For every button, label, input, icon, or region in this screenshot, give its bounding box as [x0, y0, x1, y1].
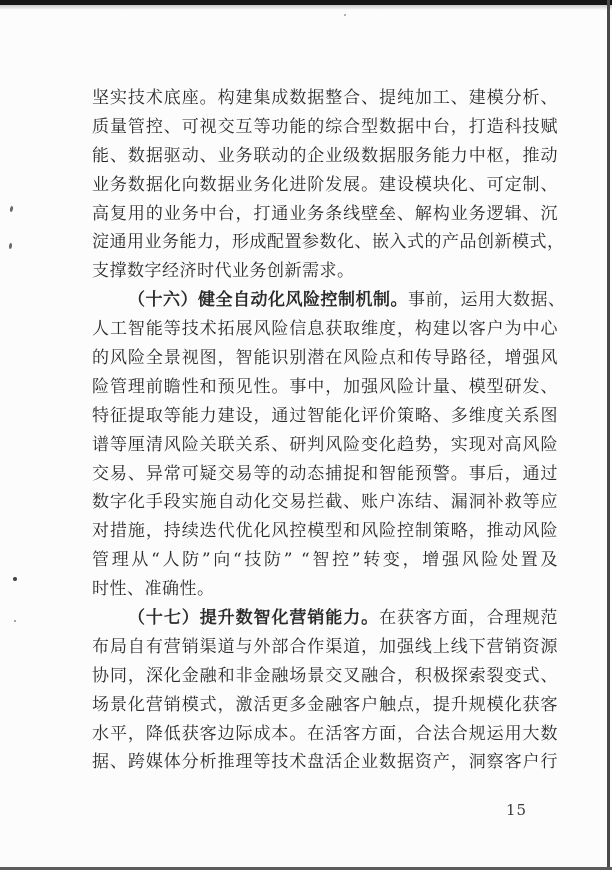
text-line: 险管理前瞻性和预见性。事中，加强风险计量、模型研发、 [92, 376, 558, 397]
text-line: 业务数据化向数据业务化进阶发展。建设模块化、可定制、 [92, 174, 558, 195]
scan-speck [14, 620, 16, 622]
paragraph [92, 286, 566, 604]
section-heading: （十六）健全自动化风险控制机制。 [128, 290, 408, 311]
text-line: 对措施，持续迭代优化风控模型和风险控制策略，推动风险 [92, 521, 558, 542]
scan-speck [9, 206, 13, 212]
text-line: 据、跨媒体分析推理等技术盘活企业数据资产，洞察客户行 [92, 752, 558, 773]
text-line: 时性、准确性。 [92, 579, 215, 600]
paragraph [92, 604, 558, 777]
text-line: 布局自有营销渠道与外部合作渠道，加强线上线下营销资源 [92, 636, 558, 657]
text-line: 支撑数字经济时代业务创新需求。 [92, 261, 355, 282]
text-line: 交易、异常可疑交易等的动态捕捉和智能预警。事后，通过 [92, 463, 558, 484]
text-line: 管理从“人防”向“技防” “智控”转变，增强风险处置及 [92, 550, 558, 571]
page-number: 15 [506, 801, 528, 819]
scan-edge-top [0, 0, 612, 5]
scan-speck [9, 243, 13, 249]
text-line: 淀通用业务能力，形成配置参数化、嵌入式的产品创新模式， [92, 232, 565, 253]
text-line: 数字化手段实施自动化交易拦截、账户冻结、漏洞补救等应 [92, 492, 558, 513]
text-line: 谱等厘清风险关联关系、研判风险变化趋势，实现对高风险 [92, 434, 558, 455]
text-run: 在获客方面，合理规范 [379, 608, 559, 629]
text-line: 高复用的业务中台，打通业务条线壁垒、解构业务逻辑、沉 [92, 203, 558, 224]
text-line [92, 604, 558, 633]
scan-edge-right [607, 0, 610, 870]
text-line [92, 286, 566, 315]
text-block [92, 84, 566, 777]
text-line: 的风险全景视图，智能识别潜在风险点和传导路径，增强风 [92, 348, 558, 369]
section-heading: （十七）提升数智化营销能力。 [128, 608, 380, 629]
paragraph [92, 84, 565, 286]
scan-speck [344, 14, 346, 16]
text-line: 特征提取等能力建设，通过智能化评价策略、多维度关系图 [92, 405, 558, 426]
text-line: 场景化营销模式，激活更多金融客户触点，提升规模化获客 [92, 694, 558, 715]
scan-speck [13, 577, 17, 581]
text-run: 事前，运用大数据、 [408, 290, 566, 311]
text-line: 水平，降低获客边际成本。在活客方面，合法合规运用大数 [92, 723, 558, 744]
text-line: 坚实技术底座。构建集成数据整合、提纯加工、建模分析、 [92, 88, 558, 108]
text-line: 协同，深化金融和非金融场景交叉融合，积极探索裂变式、 [92, 665, 558, 686]
text-line: 能、数据驱动、业务联动的企业级数据服务能力中枢，推动 [92, 145, 558, 166]
text-line: 质量管控、可视交互等功能的综合型数据中台，打造科技赋 [92, 116, 558, 137]
text-line: 人工智能等技术拓展风险信息获取维度，构建以客户为中心 [92, 319, 558, 340]
